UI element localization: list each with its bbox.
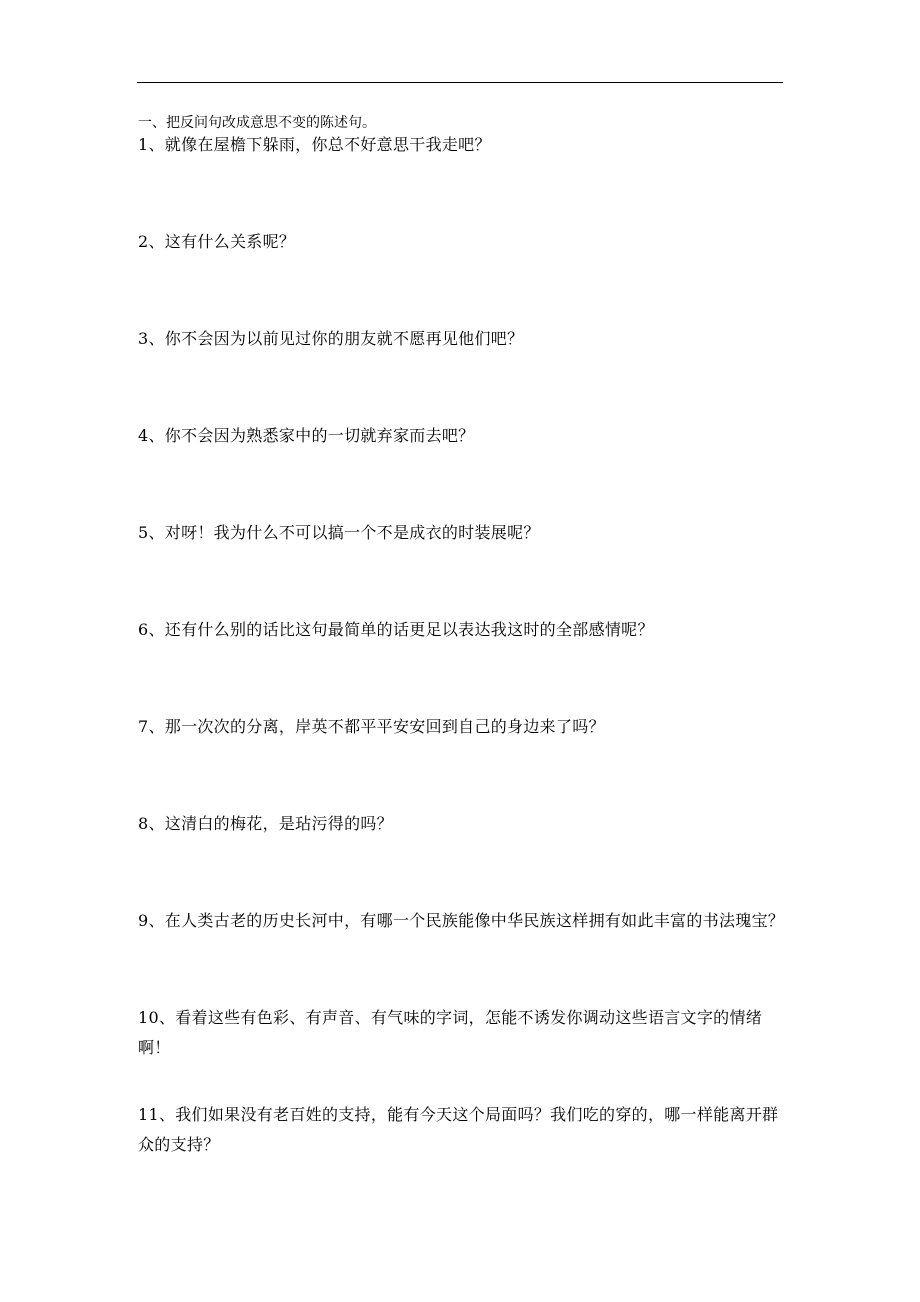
question-4: 4、你不会因为熟悉家中的一切就弃家而去吧？ bbox=[138, 426, 475, 445]
question-8: 8、这清白的梅花，是玷污得的吗？ bbox=[138, 814, 393, 833]
question-7: 7、那一次次的分离，岸英不都平平安安回到自己的身边来了吗？ bbox=[138, 717, 605, 736]
question-11: 11、我们如果没有老百姓的支持，能有今天这个局面吗？我们吃的穿的，哪一样能离开群众的支持？ bbox=[138, 1105, 779, 1154]
question-1: 1、就像在屋檐下躲雨，你总不好意思干我走吧？ bbox=[138, 135, 491, 154]
question-5: 5、对呀！我为什么不可以搞一个不是成衣的时装展呢？ bbox=[138, 523, 540, 542]
question-2: 2、这有什么关系呢？ bbox=[138, 232, 296, 251]
question-3: 3、你不会因为以前见过你的朋友就不愿再见他们吧？ bbox=[138, 329, 524, 348]
section-title: 一、把反问句改成意思不变的陈述句。 bbox=[138, 115, 376, 131]
header-rule bbox=[137, 82, 783, 83]
question-10: 10、看着这些有色彩、有声音、有气味的字词，怎能不诱发你调动这些语言文字的情绪啊！ bbox=[138, 1008, 763, 1057]
question-6: 6、还有什么别的话比这句最简单的话更足以表达我这时的全部感情呢？ bbox=[138, 620, 654, 639]
question-9: 9、在人类古老的历史长河中，有哪一个民族能像中华民族这样拥有如此丰富的书法瑰宝？ bbox=[138, 911, 785, 930]
